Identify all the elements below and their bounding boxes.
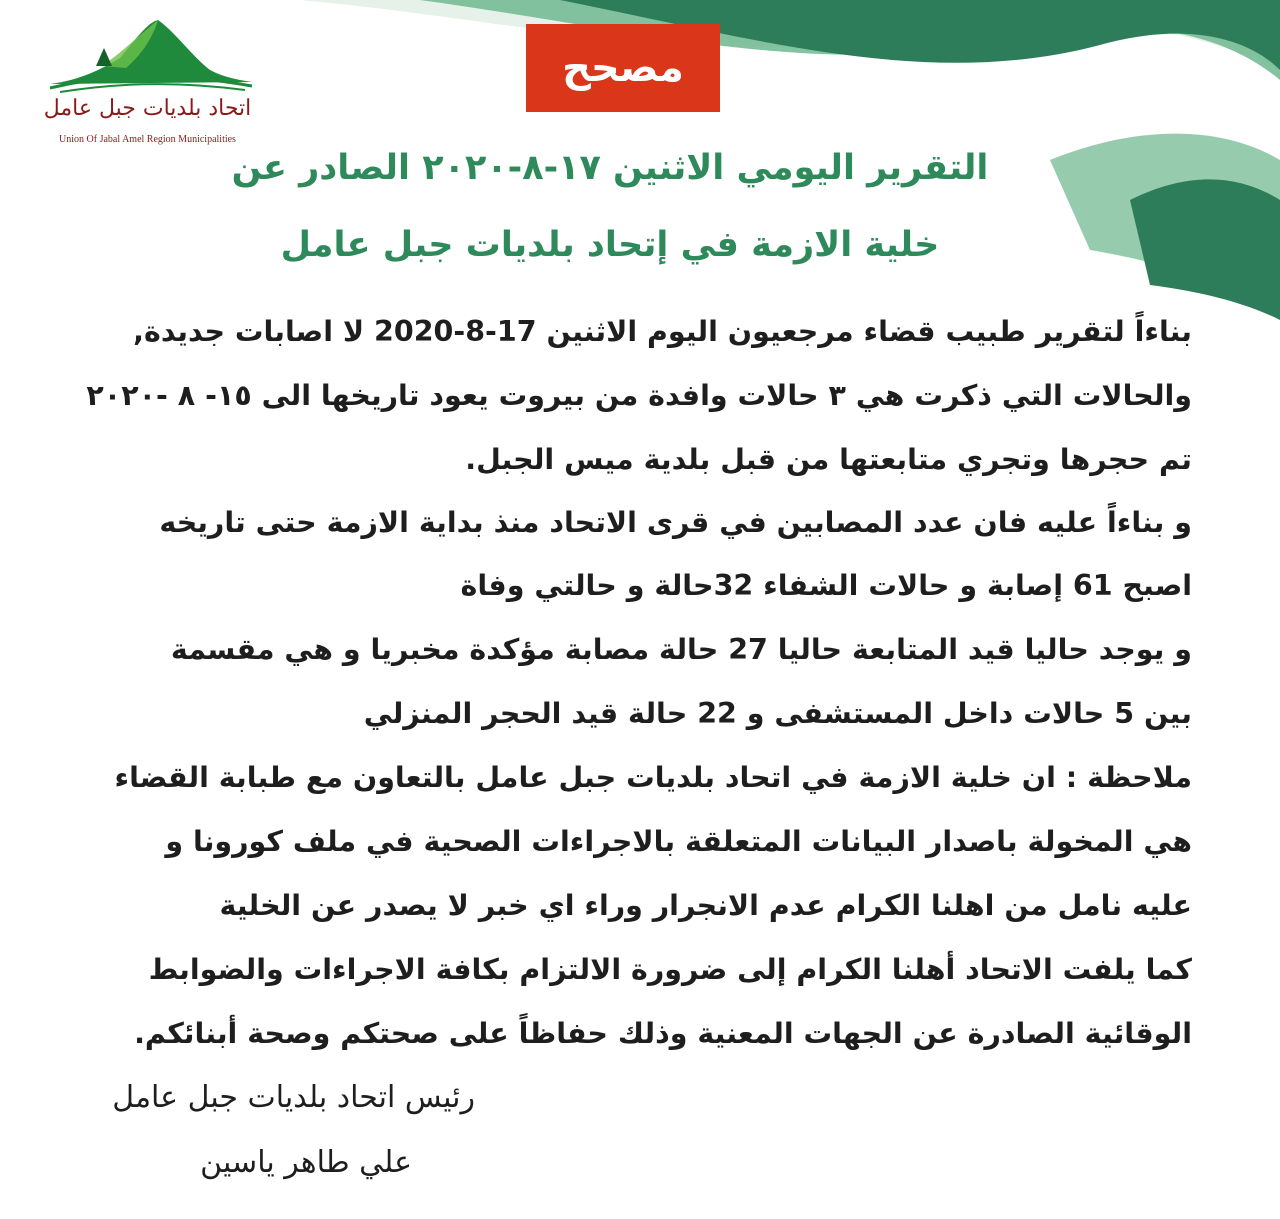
- mountain-icon: [40, 18, 255, 98]
- body-line-11: كما يلفت الاتحاد أهلنا الكرام إلى ضرورة الالتزام بكافة الاجراءات والضوابط: [148, 953, 1192, 986]
- cedar-icon: [96, 48, 112, 66]
- body-line-12: الوقائية الصادرة عن الجهات المعنية وذلك حفاظاً على صحتكم وصحة أبنائكم.: [134, 1017, 1192, 1050]
- body-line-5: اصبح 61 إصابة و حالات الشفاء 32حالة و حالتي وفاة: [460, 569, 1192, 602]
- body-line-10: عليه نامل من اهلنا الكرام عدم الانجرار وراء اي خبر لا يصدر عن الخلية: [219, 889, 1192, 922]
- signature-name: علي طاهر ياسين: [200, 1145, 412, 1180]
- report-title-line-2: خلية الازمة في إتحاد بلديات جبل عامل: [280, 225, 940, 265]
- logo-arabic-name: اتحاد بلديات جبل عامل: [43, 96, 252, 121]
- signature-role: رئيس اتحاد بلديات جبل عامل: [112, 1080, 475, 1115]
- body-line-9: هي المخولة باصدار البيانات المتعلقة بالاجراءات الصحية في ملف كورونا و: [165, 825, 1192, 858]
- logo-english-name: Union Of Jabal Amel Region Municipalities: [59, 134, 236, 145]
- union-logo: [40, 18, 255, 153]
- body-line-1: بناءاً لتقرير طبيب قضاء مرجعيون اليوم الاثنين 17-8-2020 لا اصابات جديدة,: [133, 315, 1192, 348]
- body-line-6: و يوجد حاليا قيد المتابعة حاليا 27 حالة مصابة مؤكدة مخبريا و هي مقسمة: [170, 633, 1192, 666]
- body-line-2: والحالات التي ذكرت هي ٣ حالات وافدة من بيروت يعود تاريخها الى ١٥- ٨ -٢٠٢٠: [86, 379, 1192, 412]
- body-line-7: بين 5 حالات داخل المستشفى و 22 حالة قيد الحجر المنزلي: [363, 697, 1192, 730]
- body-line-4: و بناءاً عليه فان عدد المصابين في قرى الاتحاد منذ بداية الازمة حتى تاريخه: [159, 506, 1192, 539]
- body-line-3: تم حجرها وتجري متابعتها من قبل بلدية ميس الجبل.: [465, 443, 1192, 476]
- corrected-stamp: مصحح: [526, 24, 720, 112]
- body-line-8: ملاحظة : ان خلية الازمة في اتحاد بلديات جبل عامل بالتعاون مع طبابة القضاء: [114, 761, 1192, 794]
- report-title-line-1: التقرير اليومي الاثنين ١٧-٨-٢٠٢٠ الصادر عن: [231, 148, 989, 188]
